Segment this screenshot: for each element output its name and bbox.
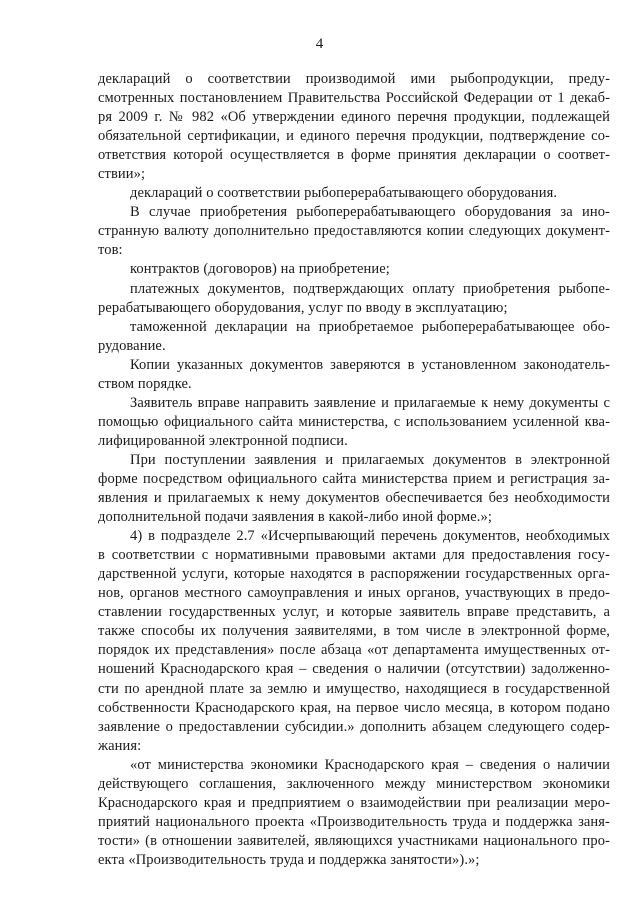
text-line: ством порядке. bbox=[98, 375, 192, 392]
text-line: рудование. bbox=[98, 337, 166, 354]
text-line: дарственной услуги, которые находятся в распоряжении государственных орга- bbox=[98, 566, 610, 583]
paragraph bbox=[98, 527, 610, 756]
text-line: деклараций о соответствии производимой ими рыбопродукции, преду- bbox=[98, 71, 610, 87]
paragraph bbox=[98, 356, 610, 394]
text-line: тов: bbox=[98, 242, 123, 259]
text-line: таможенной декларации на приобретаемое рыбоперерабатывающее обо- bbox=[130, 318, 610, 335]
text-line: помощью официального сайта министерства, с использованием усиленной ква- bbox=[98, 413, 610, 430]
text-line: ставлении государственных услуг, и которые заявитель вправе представить, а bbox=[98, 604, 610, 621]
text-line: Копии указанных документов заверяются в установленном законодатель- bbox=[130, 356, 610, 373]
text-line: заявление о предоставлении субсидии.» дополнить абзацем следующего содер- bbox=[98, 718, 610, 735]
text-line: 4) в подразделе 2.7 «Исчерпывающий перечень документов, необходимых bbox=[130, 528, 610, 545]
text-line: сти по арендной плате за землю и имущество, находящиеся в государственной bbox=[98, 680, 610, 697]
text-line: форме посредством официального сайта министерства прием и регистрация за- bbox=[98, 470, 610, 487]
text-line: екта «Производительность труда и поддержка занятости»).»; bbox=[98, 851, 480, 868]
text-line: Краснодарского края и предприятием о взаимодействии при реализации меро- bbox=[98, 794, 610, 811]
text-line: контрактов (договоров) на приобретение; bbox=[130, 261, 390, 278]
paragraph bbox=[98, 203, 610, 260]
page-number: 4 bbox=[315, 36, 324, 52]
paragraph bbox=[98, 394, 610, 451]
text-line: При поступлении заявления и прилагаемых документов в электронной bbox=[130, 451, 610, 468]
text-line: ря 2009 г. № 982 «Об утверждении единого перечня продукции, подлежащей bbox=[98, 109, 610, 126]
text-line: деклараций о соответствии рыбоперерабатывающего оборудования. bbox=[130, 185, 558, 202]
text-line: ношений Краснодарского края – сведения о наличии (отсутствии) задолженно- bbox=[98, 661, 610, 678]
paragraph bbox=[98, 756, 610, 870]
text-line: действующего соглашения, заключенного между министерством экономики bbox=[98, 775, 610, 792]
text-line: смотренных постановлением Правительства Российской Федерации от 1 декаб- bbox=[98, 90, 610, 107]
text-line: тости» (в отношении заявителей, являющихся участниками национального про- bbox=[98, 832, 610, 849]
text-line: ствии»; bbox=[98, 166, 146, 183]
text-line: странную валюту дополнительно предоставляются копии следующих документ- bbox=[98, 223, 610, 240]
text-line: нов, органов местного самоуправления и иных органов, участвующих в предо- bbox=[98, 585, 610, 602]
text-line: порядок их представления» после абзаца «от департамента имущественных от- bbox=[98, 642, 610, 659]
text-line: В случае приобретения рыбоперерабатывающего оборудования за ино- bbox=[130, 204, 610, 221]
paragraph bbox=[98, 318, 610, 356]
text-line: дополнительной подачи заявления в какой-либо иной форме.»; bbox=[98, 509, 492, 526]
text-line: лифицированной электронной подписи. bbox=[98, 432, 348, 449]
text-line: Заявитель вправе направить заявление и прилагаемые к нему документы с bbox=[130, 394, 610, 411]
text-line: в соответствии с нормативными правовыми актами для предоставления госу- bbox=[98, 547, 610, 564]
text-line: рерабатывающего оборудования, услуг по вводу в эксплуатацию; bbox=[98, 299, 508, 316]
text-line: платежных документов, подтверждающих оплату приобретения рыбопе- bbox=[130, 280, 610, 297]
paragraph bbox=[98, 260, 610, 279]
document-body bbox=[98, 70, 610, 870]
text-line: «от министерства экономики Краснодарского края – сведения о наличии bbox=[130, 756, 610, 773]
text-line: жания: bbox=[98, 737, 142, 754]
text-line: ответствия которой осуществляется в форме принятия декларации о соответ- bbox=[98, 147, 610, 164]
text-line: собственности Краснодарского края, на первое число месяца, в котором подано bbox=[98, 699, 610, 716]
paragraph bbox=[98, 184, 610, 203]
text-line: приятий национального проекта «Производительность труда и поддержка заня- bbox=[98, 813, 610, 830]
text-line: явления и прилагаемых к нему документов обеспечивается без необходимости bbox=[98, 490, 610, 507]
paragraph bbox=[98, 451, 610, 527]
text-line: обязательной сертификации, и единого перечня продукции, подтверждение со- bbox=[98, 128, 610, 145]
paragraph bbox=[98, 70, 610, 184]
text-line: также способы их получения заявителями, в том числе в электронной форме, bbox=[98, 623, 610, 640]
paragraph bbox=[98, 280, 610, 318]
